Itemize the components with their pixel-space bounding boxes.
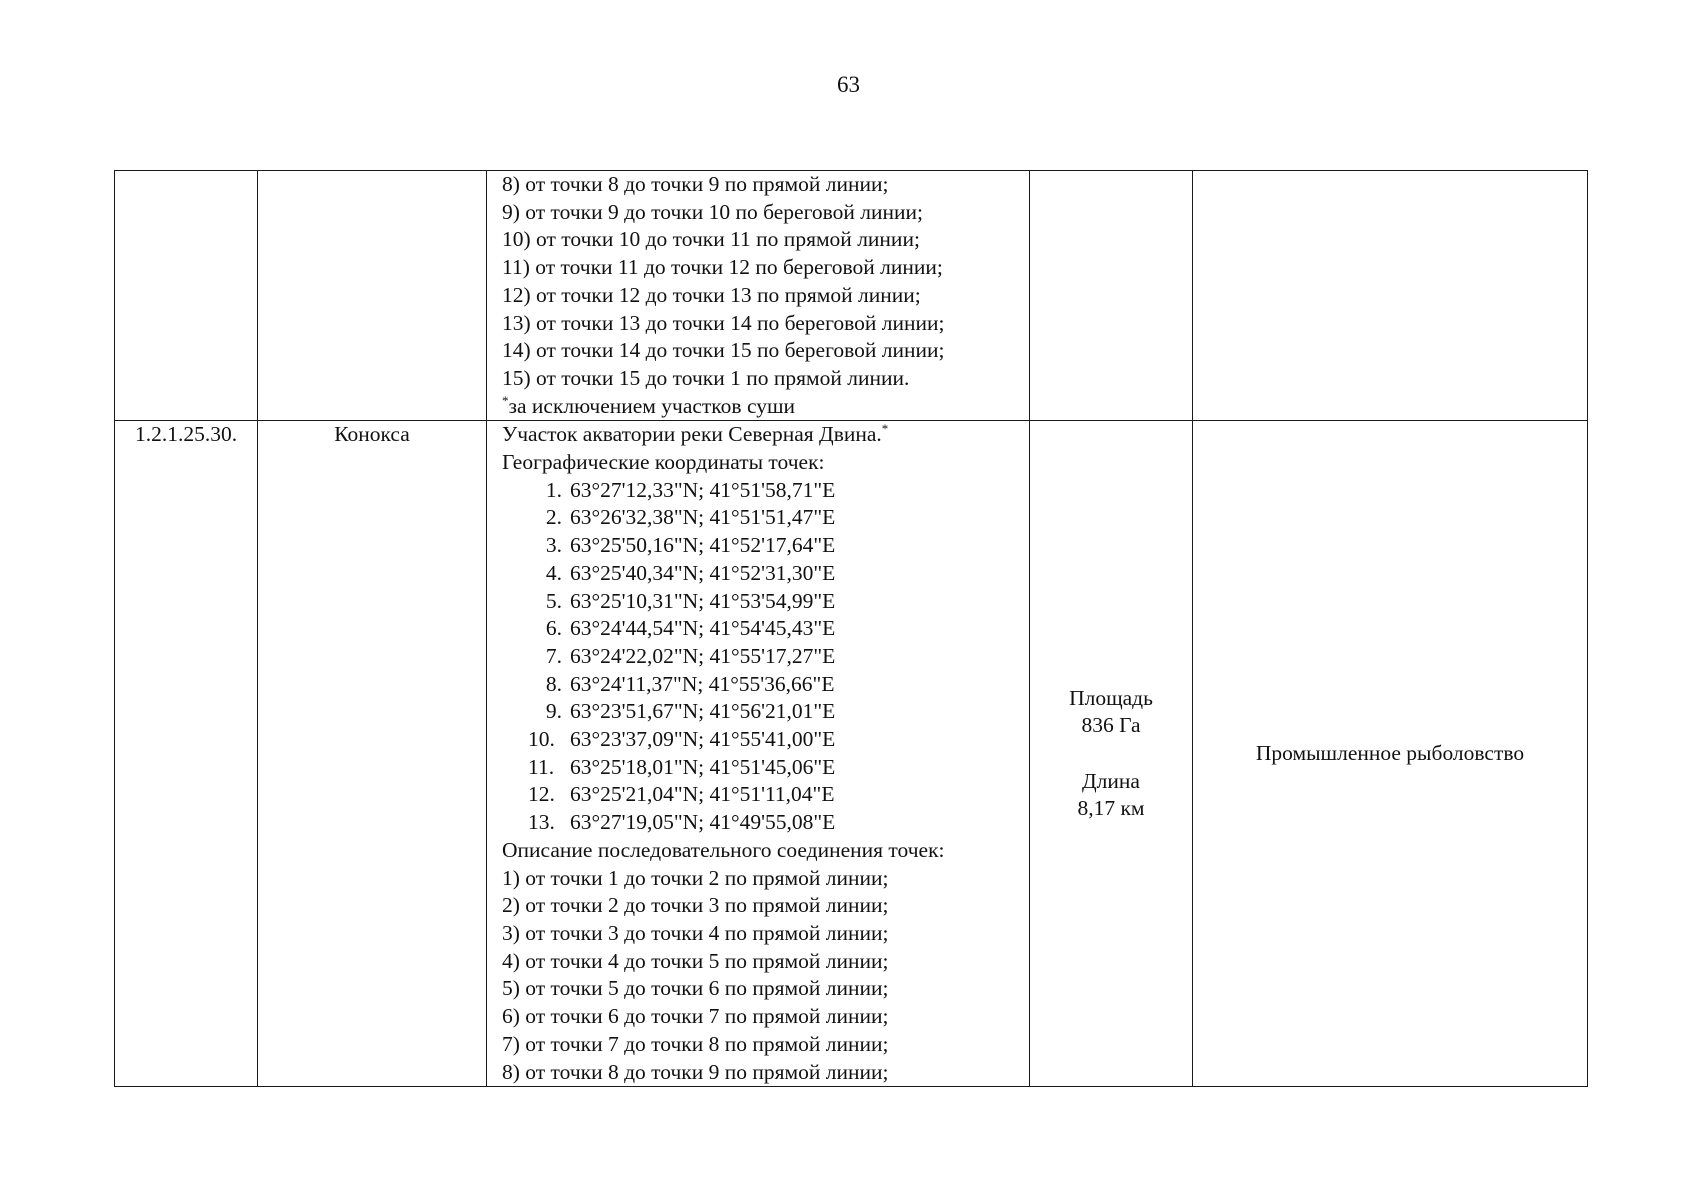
entry-description: [487, 421, 1030, 1087]
coordinate-value: 63°26'32,38"N; 41°51'51,47"E: [570, 505, 836, 530]
coordinate-value: 63°25'18,01"N; 41°51'45,06"E: [570, 754, 836, 779]
size-cell: [1030, 171, 1193, 421]
coordinate-index: 2.: [545, 505, 562, 530]
connection-line: 3) от точки 3 до точки 4 по прямой линии;: [502, 920, 889, 945]
length-label: Длина: [1082, 768, 1140, 793]
coordinate-value: 63°25'40,34"N; 41°52'31,30"E: [570, 560, 836, 585]
coordinate-value: 63°23'37,09"N; 41°55'41,00"E: [570, 727, 836, 752]
purpose-cell: [1193, 171, 1588, 421]
connection-line: 7) от точки 7 до точки 8 по прямой линии;: [502, 1031, 889, 1056]
coordinate-index: 4.: [545, 560, 562, 585]
connection-line: 1) от точки 1 до точки 2 по прямой линии;: [502, 865, 889, 890]
coordinate-value: 63°27'19,05"N; 41°49'55,08"E: [570, 810, 836, 835]
coordinate-item: [502, 643, 1019, 671]
coordinate-value: 63°25'50,16"N; 41°52'17,64"E: [570, 533, 836, 558]
entry-size: [1030, 421, 1193, 1087]
coordinate-value: 63°27'12,33"N; 41°51'58,71"E: [570, 477, 836, 502]
number-cell: [115, 171, 258, 421]
connections-header: Описание последовательного соединения точек:: [502, 837, 945, 862]
coordinate-value: 63°25'21,04"N; 41°51'11,04"E: [570, 782, 835, 807]
connection-line: 10) от точки 10 до точки 11 по прямой линии;: [502, 227, 920, 252]
area-label: Площадь: [1069, 685, 1153, 710]
coordinate-index: 6.: [545, 616, 562, 641]
area-value: 836 Га: [1081, 713, 1141, 738]
coordinate-value: 63°23'51,67"N; 41°56'21,01"E: [570, 699, 836, 724]
connection-line: 12) от точки 12 до точки 13 по прямой линии;: [502, 282, 921, 307]
coordinate-item: [502, 698, 1019, 726]
name-cell: [258, 171, 487, 421]
connection-line: 4) от точки 4 до точки 5 по прямой линии;: [502, 948, 889, 973]
connection-line: 2) от точки 2 до точки 3 по прямой линии;: [502, 893, 889, 918]
footnote-mark: *: [502, 392, 509, 408]
page-number: 63: [837, 72, 860, 97]
coordinate-index: 12.: [528, 782, 555, 807]
connection-line: 14) от точки 14 до точки 15 по береговой линии;: [502, 338, 945, 363]
coordinate-item: [502, 477, 1019, 505]
description-cell: [487, 171, 1030, 421]
coordinate-index: 9.: [545, 699, 562, 724]
table-row-entry: [115, 421, 1588, 1087]
area-title-text: Участок акватории реки Северная Двина.: [502, 422, 882, 447]
coordinate-item: [502, 532, 1019, 560]
area-title-mark: *: [881, 421, 889, 437]
coordinate-index: 13.: [528, 810, 555, 835]
coordinate-index: 8.: [545, 671, 562, 696]
coordinate-index: 1.: [545, 477, 562, 502]
length-value: 8,17 км: [1077, 796, 1145, 821]
table-row-continuation: [115, 171, 1588, 421]
coords-header: Географические координаты точек:: [502, 450, 825, 475]
coordinate-index: 11.: [528, 754, 555, 779]
coordinate-item: [502, 560, 1019, 588]
coordinate-item: [502, 671, 1019, 699]
coordinate-value: 63°25'10,31"N; 41°53'54,99"E: [570, 588, 836, 613]
coordinate-value: 63°24'44,54"N; 41°54'45,43"E: [570, 616, 836, 641]
footnote: [502, 393, 1019, 421]
footnote-text: за исключением участков суши: [508, 393, 796, 418]
coordinate-value: 63°24'11,37"N; 41°55'36,66"E: [570, 671, 835, 696]
entry-purpose: Промышленное рыболовство: [1193, 421, 1588, 1087]
coordinate-item: [502, 781, 1019, 809]
coordinate-value: 63°24'22,02"N; 41°55'17,27"E: [570, 643, 836, 668]
coordinate-item: [502, 615, 1019, 643]
entry-name: Конокса: [258, 421, 487, 1087]
coordinate-item: [502, 726, 1019, 754]
connection-line: 8) от точки 8 до точки 9 по прямой линии;: [502, 1059, 889, 1084]
connection-line: 11) от точки 11 до точки 12 по береговой линии;: [502, 255, 943, 280]
connection-line: 9) от точки 9 до точки 10 по береговой линии;: [502, 199, 923, 224]
coordinate-index: 7.: [545, 643, 562, 668]
connection-line: 5) от точки 5 до точки 6 по прямой линии;: [502, 976, 889, 1001]
connection-line: 6) от точки 6 до точки 7 по прямой линии;: [502, 1004, 889, 1029]
coordinate-item: [502, 809, 1019, 837]
coordinate-index: 5.: [545, 588, 562, 613]
coordinate-item: [502, 504, 1019, 532]
coordinate-item: [502, 588, 1019, 616]
spacer: [1030, 740, 1192, 768]
area-title: [502, 421, 1019, 449]
connection-line: 13) от точки 13 до точки 14 по береговой линии;: [502, 310, 945, 335]
connection-line: 15) от точки 15 до точки 1 по прямой линии.: [502, 365, 910, 390]
coordinate-item: [502, 754, 1019, 782]
coordinate-index: 10.: [528, 727, 555, 752]
fishing-areas-table: [114, 170, 1588, 1087]
connection-line: 8) от точки 8 до точки 9 по прямой линии;: [502, 172, 889, 196]
entry-number: 1.2.1.25.30.: [115, 421, 258, 1087]
coordinates-list: [502, 477, 1019, 837]
coordinate-index: 3.: [545, 533, 562, 558]
